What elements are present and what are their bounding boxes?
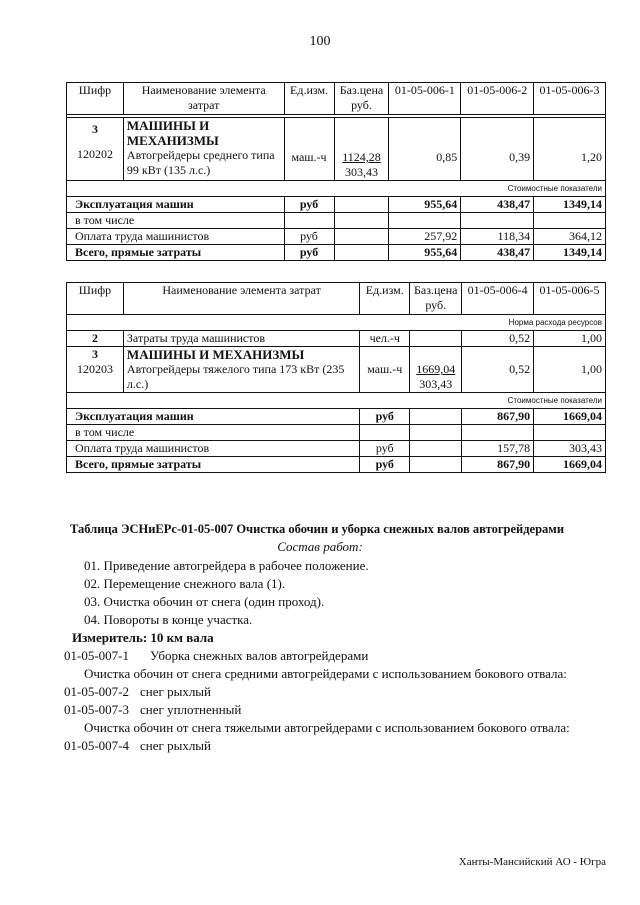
item-row	[67, 118, 606, 181]
labor-value: 1,00	[534, 331, 606, 347]
item-code: 120202	[76, 147, 113, 161]
item-value: 1,20	[581, 150, 602, 164]
cost-row	[67, 457, 606, 473]
section-title: Таблица ЭСНиЕРс-01-05-007 Очистка обочин и уборка снежных валов автогрейдерами	[70, 522, 565, 536]
cost-unit: руб	[284, 229, 334, 245]
cost-row	[67, 441, 606, 457]
cost-value: 955,64	[389, 245, 461, 261]
labor-value: 0,52	[462, 331, 534, 347]
item-price-secondary: 303,43	[345, 165, 378, 179]
entry-note: Очистка обочин от снега средними автогрейдерами с использованием бокового отвала:	[84, 666, 567, 681]
item-price: 1124,28	[342, 150, 381, 164]
cost-value: 303,43	[534, 441, 606, 457]
cost-label: Эксплуатация машин	[67, 197, 285, 213]
entry-code: 01-05-007-4	[64, 738, 129, 753]
entry-code: 01-05-007-1	[64, 648, 129, 663]
header-unit: Ед.изм.	[360, 283, 410, 315]
item-price: 1669,04	[416, 362, 456, 376]
cost-unit: руб	[284, 197, 334, 213]
cost-value: 438,47	[461, 197, 534, 213]
cost-value: 1669,04	[534, 457, 606, 473]
cost-unit: руб	[360, 409, 410, 425]
cost-label: в том числе	[67, 425, 360, 441]
item-price-secondary: 303,43	[419, 377, 453, 391]
header-name: Наименование элемента затрат	[123, 283, 359, 315]
entry-code: 01-05-007-3	[64, 702, 129, 717]
norm-label: Норма расхода ресурсов	[67, 315, 606, 331]
section-number: 3	[91, 122, 98, 136]
page-number: 100	[309, 34, 331, 49]
labor-unit: чел.-ч	[360, 331, 410, 347]
header-col: 01-05-006-3	[534, 83, 606, 115]
header-code: Шифр	[67, 83, 124, 115]
cost-value: 118,34	[461, 229, 534, 245]
item-row	[67, 347, 606, 393]
work-step: 01. Приведение автогрейдера в рабочее положение.	[84, 558, 369, 573]
header-base-price: Баз.цена руб.	[334, 83, 389, 115]
item-value: 0,52	[509, 362, 531, 376]
labor-code: 2	[67, 331, 124, 347]
section-title: МАШИНЫ И МЕХАНИЗМЫ	[126, 347, 305, 362]
labor-name: Затраты труда машинистов	[123, 331, 359, 347]
cost-label: Оплата труда машинистов	[67, 441, 360, 457]
item-unit: маш.-ч	[367, 362, 403, 376]
cost-value: 438,47	[461, 245, 534, 261]
section-title: МАШИНЫ И МЕХАНИЗМЫ	[126, 118, 219, 148]
header-col: 01-05-006-2	[461, 83, 534, 115]
cost-value: 867,90	[462, 457, 534, 473]
cost-row	[67, 213, 606, 229]
entry-text: снег рыхлый	[140, 738, 211, 753]
cost-value: 867,90	[462, 409, 534, 425]
work-step: 03. Очистка обочин от снега (один проход).	[84, 594, 325, 609]
entry-note: Очистка обочин от снега тяжелыми автогрейдерами с использованием бокового отвала:	[84, 720, 570, 735]
cost-row	[67, 409, 606, 425]
cost-label: Эксплуатация машин	[67, 409, 360, 425]
header-col: 01-05-006-1	[389, 83, 461, 115]
item-value: 0,39	[509, 150, 531, 164]
entry-code: 01-05-007-2	[64, 684, 129, 699]
cost-indicators-label: Стоимостные показатели	[67, 393, 606, 409]
cost-label: Всего, прямые затраты	[67, 245, 285, 261]
section-subtitle: Состав работ:	[277, 539, 363, 554]
cost-value: 1669,04	[534, 409, 606, 425]
cost-value: 257,92	[389, 229, 461, 245]
header-base-price: Баз.цена руб.	[410, 283, 462, 315]
work-step: 02. Перемещение снежного вала (1).	[84, 576, 286, 591]
cost-row	[67, 425, 606, 441]
cost-value: 1349,14	[534, 245, 606, 261]
header-name: Наименование элемента затрат	[123, 83, 284, 115]
estimate-table-2	[66, 282, 606, 473]
item-value: 1,00	[581, 362, 602, 376]
cost-label: в том числе	[67, 213, 285, 229]
cost-value: 364,12	[534, 229, 606, 245]
work-step: 04. Повороты в конце участка.	[84, 612, 253, 627]
cost-unit: руб	[360, 457, 410, 473]
header-col: 01-05-006-5	[534, 283, 606, 315]
item-name: Автогрейдеры тяжелого типа 173 кВт (235 л.с.)	[126, 362, 345, 391]
header-unit: Ед.изм.	[284, 83, 334, 115]
section-number: 3	[91, 347, 98, 361]
item-name: Автогрейдеры среднего типа 99 кВт (135 л.с.)	[126, 148, 275, 177]
entry-text: Уборка снежных валов автогрейдерами	[150, 648, 369, 663]
cost-value: 955,64	[389, 197, 461, 213]
item-code: 120203	[76, 362, 113, 376]
header-col: 01-05-006-4	[462, 283, 534, 315]
cost-row	[67, 197, 606, 213]
labor-row	[67, 331, 606, 347]
cost-unit: руб	[360, 441, 410, 457]
cost-row	[67, 229, 606, 245]
cost-value: 1349,14	[534, 197, 606, 213]
meter-label: Измеритель: 10 км вала	[72, 630, 214, 645]
cost-row	[67, 245, 606, 261]
cost-unit: руб	[284, 245, 334, 261]
entry-text: снег уплотненный	[140, 702, 242, 717]
entry-text: снег рыхлый	[140, 684, 211, 699]
footer-region: Ханты-Мансийский АО - Югра	[458, 856, 606, 868]
cost-value: 157,78	[462, 441, 534, 457]
header-code: Шифр	[67, 283, 124, 315]
cost-label: Всего, прямые затраты	[67, 457, 360, 473]
cost-indicators-label: Стоимостные показатели	[67, 181, 606, 197]
estimate-table-1	[66, 82, 606, 261]
item-value: 0,85	[436, 150, 458, 164]
item-unit: маш.-ч	[291, 150, 327, 164]
cost-label: Оплата труда машинистов	[67, 229, 285, 245]
